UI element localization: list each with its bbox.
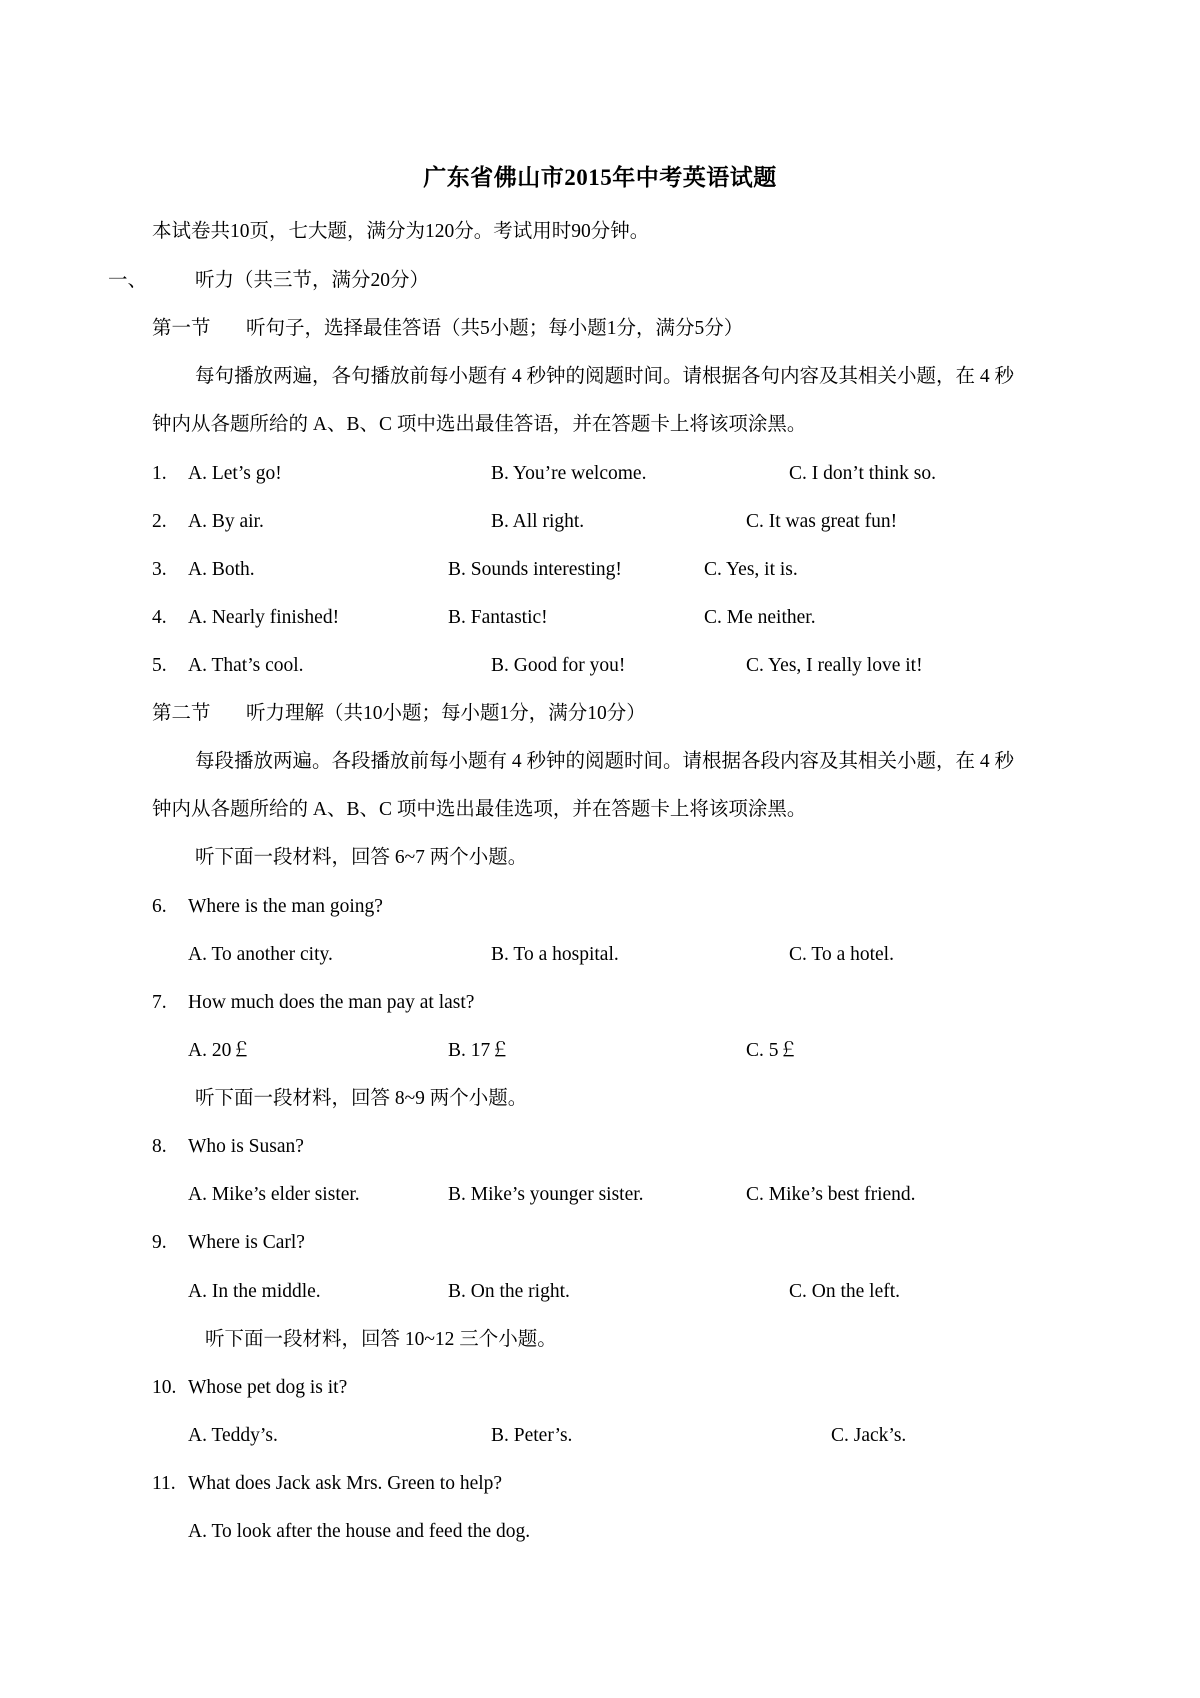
option-c: C. To a hotel.	[789, 944, 894, 965]
option-a: A. 20￡	[188, 1040, 251, 1061]
option-b: B. Fantastic!	[448, 607, 548, 628]
section2-title: 听力理解（共10小题；每小题1分，满分10分）	[246, 703, 646, 724]
question-text: Where is Carl?	[188, 1232, 305, 1253]
question-number: 4.	[152, 607, 167, 628]
question-text: What does Jack ask Mrs. Green to help?	[188, 1473, 503, 1494]
option-b: B. On the right.	[448, 1281, 570, 1302]
page-title: 广东省佛山市2015年中考英语试题	[423, 165, 777, 190]
listening-material-prompt: 听下面一段材料，回答 6~7 两个小题。	[195, 847, 528, 868]
option-a: A. Teddy’s.	[188, 1425, 278, 1446]
option-a: A. Both.	[188, 559, 255, 580]
option-c: C. 5￡	[746, 1040, 799, 1061]
question-number: 3.	[152, 559, 167, 580]
option-b: B. All right.	[491, 511, 585, 532]
question-number: 7.	[152, 992, 167, 1013]
question-text: Where is the man going?	[188, 896, 383, 917]
section1-label: 第一节	[152, 318, 211, 339]
question-number: 9.	[152, 1232, 167, 1253]
option-b: B. Sounds interesting!	[448, 559, 622, 580]
option-a: A. That’s cool.	[188, 655, 304, 676]
option-c: C. Yes, it is.	[704, 559, 798, 580]
option-b: B. Good for you!	[491, 655, 626, 676]
option-b: B. 17￡	[448, 1040, 510, 1061]
intro-text: 本试卷共10页，七大题，满分为120分。考试用时90分钟。	[152, 221, 650, 242]
option-a: A. Let’s go!	[188, 463, 282, 484]
option-a: A. By air.	[188, 511, 264, 532]
listening-material-prompt: 听下面一段材料，回答 8~9 两个小题。	[195, 1088, 528, 1109]
option-b: B. To a hospital.	[491, 944, 619, 965]
question-text: How much does the man pay at last?	[188, 992, 475, 1013]
part1-title: 听力（共三节，满分20分）	[195, 270, 430, 291]
section1-instruction-line2: 钟内从各题所给的 A、B、C 项中选出最佳答语，并在答题卡上将该项涂黑。	[152, 414, 807, 435]
part1-number: 一、	[108, 270, 148, 291]
option-c: C. Me neither.	[704, 607, 816, 628]
option-a: A. To another city.	[188, 944, 333, 965]
option-b: B. Peter’s.	[491, 1425, 573, 1446]
question-number: 1.	[152, 463, 167, 484]
listening-material-prompt: 听下面一段材料，回答 10~12 三个小题。	[205, 1329, 557, 1350]
option-c: C. On the left.	[789, 1281, 901, 1302]
section2-instruction-line1: 每段播放两遍。各段播放前每小题有 4 秒钟的阅题时间。请根据各段内容及其相关小题，在 4 秒	[195, 751, 1015, 772]
option-a: A. To look after the house and feed the dog.	[188, 1521, 531, 1542]
option-a: A. Nearly finished!	[188, 607, 340, 628]
question-text: Whose pet dog is it?	[188, 1377, 348, 1398]
question-number: 8.	[152, 1136, 167, 1157]
option-b: B. You’re welcome.	[491, 463, 647, 484]
question-text: Who is Susan?	[188, 1136, 304, 1157]
option-a: A. In the middle.	[188, 1281, 321, 1302]
question-number: 2.	[152, 511, 167, 532]
section2-instruction-line2: 钟内从各题所给的 A、B、C 项中选出最佳选项，并在答题卡上将该项涂黑。	[152, 799, 807, 820]
option-c: C. Mike’s best friend.	[746, 1184, 916, 1205]
option-c: C. Yes, I really love it!	[746, 655, 923, 676]
section1-instruction-line1: 每句播放两遍，各句播放前每小题有 4 秒钟的阅题时间。请根据各句内容及其相关小题，在 4 秒	[195, 366, 1015, 387]
option-c: C. It was great fun!	[746, 511, 898, 532]
question-number: 10.	[152, 1377, 177, 1398]
question-number: 6.	[152, 896, 167, 917]
question-number: 5.	[152, 655, 167, 676]
option-a: A. Mike’s elder sister.	[188, 1184, 360, 1205]
option-b: B. Mike’s younger sister.	[448, 1184, 644, 1205]
question-number: 11.	[152, 1473, 176, 1494]
option-c: C. I don’t think so.	[789, 463, 936, 484]
option-c: C. Jack’s.	[831, 1425, 907, 1446]
section2-label: 第二节	[152, 703, 211, 724]
section1-title: 听句子，选择最佳答语（共5小题；每小题1分，满分5分）	[246, 318, 744, 339]
